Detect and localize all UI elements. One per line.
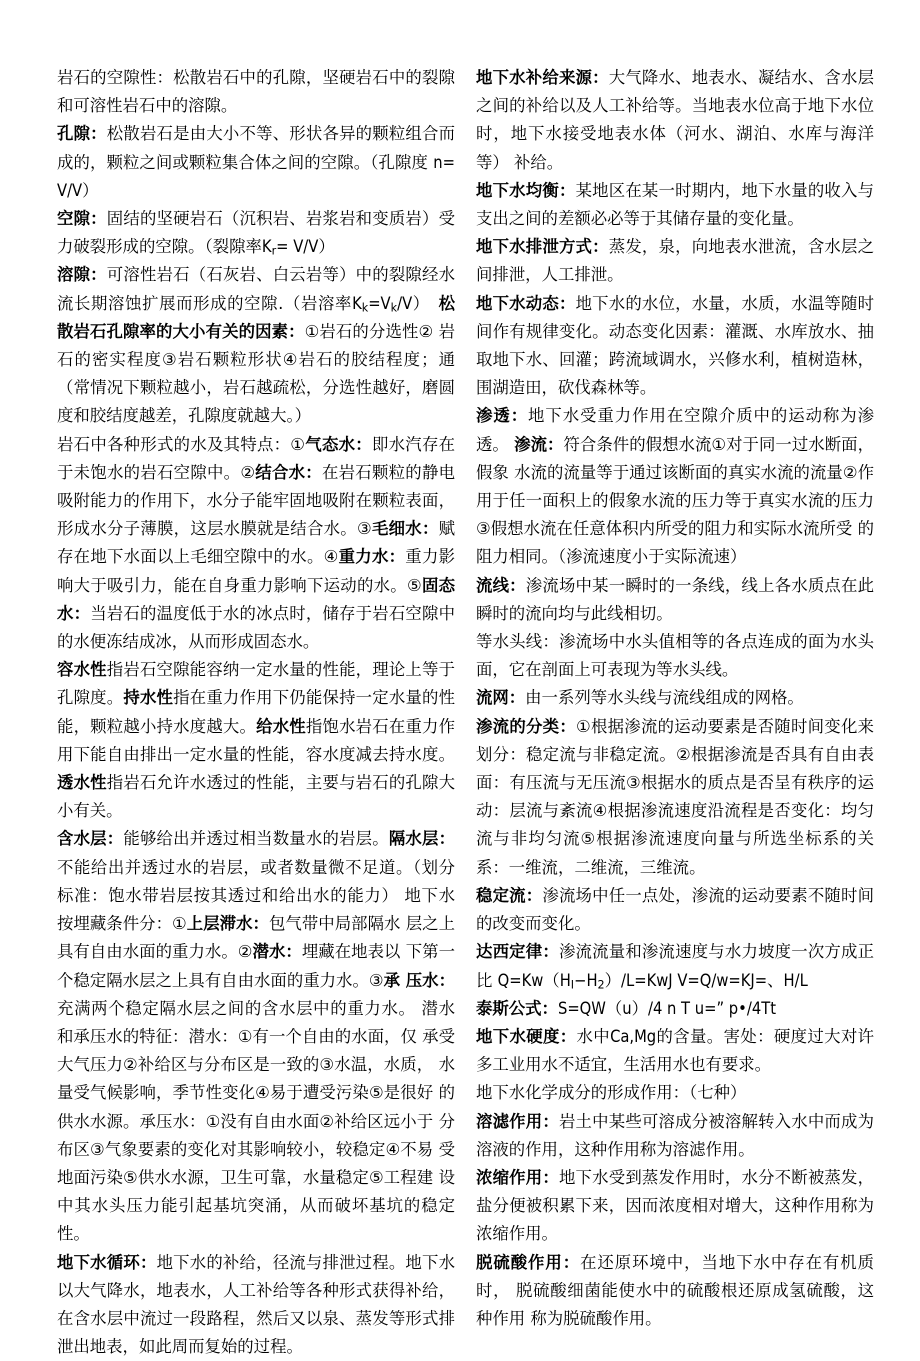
term-label: 气态水：	[305, 434, 372, 454]
term-label: 持水性	[123, 688, 174, 708]
term-label: 脱硫酸作用：	[476, 1252, 581, 1272]
paragraph-water-capacity-properties	[57, 656, 455, 825]
term-label: 重力水：	[338, 547, 406, 567]
term-label: 松散岩石孔隙率的大小有关的因素：	[57, 293, 455, 341]
paragraph-desulfurization-action	[476, 1249, 874, 1334]
body-text: 指在重力作用下仍能保持一定水量的性能，颗粒越小持水度越大。	[57, 688, 456, 736]
body-text: 水中	[576, 1026, 611, 1046]
paragraph-groundwater-balance	[476, 177, 874, 233]
body-text: ”	[716, 998, 725, 1018]
body-text: 在岩石颗粒的静电吸附能力的作用下，水分子能牢固地吸附在颗粒表面，形成水分子薄膜，这层水膜就是结合水。③	[57, 462, 456, 539]
paragraph-darcy-law	[476, 938, 874, 994]
body-text: /4Tt	[746, 998, 776, 1018]
body-text: 渗流场中任一点处，渗流的运动要素不随时间的改变而变化。	[476, 885, 875, 934]
body-text: /V）	[397, 293, 422, 313]
body-text: 符合条件的假想水流①对于同一过水断面，假象 水流的流量等于通过该断面的真实水流的流量②作用于任一面积上的假象水流的压力等于真实水流的压力 ③假想水流在任意体积内所受的阻力和实际水流所受 的阻力相同。（渗流速度小于实际流速）	[476, 434, 874, 567]
term-label: 毛细水：	[371, 519, 439, 539]
term-label: 地下水排泄方式：	[476, 237, 609, 257]
term-label: 透水性	[57, 773, 107, 793]
term-label: 溶隙：	[57, 265, 107, 285]
body-text: Ca,Mg	[610, 1026, 657, 1046]
paragraph-pore	[57, 120, 455, 205]
paragraph-groundwater-hardness	[476, 1023, 874, 1079]
term-label: 地下水补给来源：	[476, 68, 609, 87]
body-text: K	[261, 237, 272, 257]
body-text: k	[361, 301, 369, 315]
paragraph-groundwater-regime	[476, 290, 874, 403]
term-label: 渗透：	[476, 406, 529, 426]
left-column	[57, 64, 455, 1361]
body-text: 在还原环境中，当地下水中存在有机质时， 脱硫酸细菌能使水中的硫酸根还原成氢硫酸，这种作用 称为脱硫酸作用。	[476, 1252, 875, 1328]
paragraph-streamline	[476, 572, 874, 628]
body-text: 等水头线：渗流场中水头值相等的各点连成的面为水头面，它在剖面上可表现为等水头线。	[476, 632, 874, 680]
body-text: I	[570, 977, 575, 991]
term-label: 地下水硬度：	[476, 1026, 577, 1046]
term-label: 地下水均衡：	[476, 180, 576, 200]
body-text: 包气带中局部隔水 层之上具有自由水面的重力水。②	[57, 914, 455, 962]
term-label: 承 压水：	[383, 970, 455, 990]
body-text: 指岩石空隙能容纳一定水量的性能，理论上等于孔隙度。	[57, 660, 456, 708]
body-text: 赋存在地下水面以上毛细空隙中的水。④	[57, 519, 456, 567]
paragraph-seepage-classification	[476, 713, 874, 882]
body-text: Q=Kw（H	[497, 970, 571, 990]
paragraph-seepage	[476, 402, 874, 571]
term-label: 给水性	[256, 716, 306, 736]
paragraph-equipotential-line	[476, 628, 874, 684]
body-text: 蒸发，泉，向地表水泄流，含水层之间排泄，人工排泄。	[476, 237, 874, 285]
body-text: 由一系列等水头线与流线组成的网格。	[525, 688, 804, 708]
body-text: 松散岩石是由大小不等、形状各异的颗粒组合而成的，颗粒之间或颗粒集合体之间的空隙。（孔隙度	[57, 124, 456, 172]
term-label: 达西定律：	[476, 942, 559, 962]
body-text: 可溶性岩石（石灰岩、白云岩等）中的裂隙经水流长期溶蚀扩展而形成的空隙.（岩溶率	[57, 265, 456, 313]
body-text: 2	[597, 977, 605, 991]
body-text: 地下水化学成分的形成作用：（七种）	[476, 1083, 747, 1103]
term-label: 容水性	[57, 660, 107, 680]
paragraph-steady-flow	[476, 882, 874, 938]
body-text: S=QW（u）/4 n T u=	[557, 998, 717, 1018]
body-text: 能够给出并透过相当数量水的岩层。	[123, 829, 389, 849]
paragraph-fissure	[57, 205, 455, 261]
term-label: 渗流的分类：	[476, 716, 576, 736]
term-label: 泰斯公式：	[476, 998, 558, 1018]
body-text: 大气降水、地表水、凝结水、含水层之间的补给以及人工补给等。当地表水位高于地下水位时，地下水接受地表水体（河水、湖泊、水库与海洋等） 补给。	[476, 68, 874, 172]
body-text: k	[390, 301, 398, 315]
paragraph-flow-net	[476, 684, 874, 712]
body-text: =V	[368, 293, 391, 313]
body-text: 岩土中某些可溶成分被溶解转入水中而成为溶液的作用，这种作用称为溶滤作用。	[476, 1111, 875, 1159]
body-text: 埋藏在地表以 下第一个稳定隔水层之上具有自由水面的重力水。③	[57, 942, 455, 990]
paragraph-aquifer-aquiclude	[57, 825, 455, 1248]
body-text: 重力影响大于吸引力，能在自身重力影响下运动的水。⑤	[57, 547, 456, 595]
term-label: 渗流：	[514, 434, 564, 454]
term-label: 含水层：	[57, 829, 124, 849]
paragraph-recharge-sources	[476, 64, 874, 177]
body-text: 固结的坚硬岩石（沉积岩、岩浆岩和变质岩）受力破裂形成的空隙。（裂隙率	[57, 209, 456, 257]
body-text: 当岩石的温度低于水的冰点时，储存于岩石空隙中的水便冻结成冰，从而形成固态水。	[57, 603, 456, 652]
body-text: n=V/V）	[57, 152, 455, 200]
term-label: 空隙：	[57, 209, 107, 229]
body-text: 不能给出并透过水的岩层，或者数量微不足道。（划分标准：饱水带岩层按其透过和给出水的能力） 地下水按埋藏条件分：①	[57, 857, 455, 934]
body-text: 渗流流量和渗流速度与水力坡度一次方成正比	[476, 942, 875, 990]
term-label: 溶滤作用：	[476, 1111, 559, 1131]
body-text: 地下水的水位，水量，水质，水温等随时间作有规律变化。动态变化因素：灌溉、水库放水、抽取地下水、回灌；跨流域调水，兴修水利，植树造林，围湖造田，砍伐森林等。	[476, 293, 875, 398]
two-column-layout	[57, 64, 875, 1361]
term-label: 孔隙：	[57, 124, 107, 144]
paragraph-discharge-modes	[476, 233, 874, 289]
term-label: 稳定流：	[476, 885, 543, 905]
term-label: 流线：	[476, 575, 526, 595]
term-label: 地下水循环：	[57, 1252, 157, 1272]
paragraph-leaching-action	[476, 1108, 874, 1164]
body-text: 地下水受重力作用在空隙介质中的运动称为渗透。	[476, 406, 875, 454]
body-text: 地下水的补给，径流与排泄过程。地下水以大气降水，地表水，人工补给等各种形式获得补给，在含水层中流过一段路程，然后又以泉、蒸发等形式排泄出地表，如此周而复始的过程。	[57, 1252, 456, 1357]
body-text: 指岩石允许水透过的性能，主要与岩石的孔隙大小有关。	[57, 773, 456, 821]
paragraph-chemical-formation	[476, 1079, 874, 1107]
body-text: 某地区在某一时期内，地下水量的收入与支出之间的差额必必等于其储存量的变化量。	[476, 180, 875, 229]
paragraph-concentration-action	[476, 1164, 874, 1249]
body-text: ①岩石的分选性② 岩石的密实程度③岩石颗粒形状④岩石的胶结程度；通 （常情况下颗粒越小，岩石越疏松，分选性越好，磨圆 度和胶结度越差，孔隙度就越大。）	[57, 321, 455, 426]
term-label: 潜水：	[252, 942, 302, 962]
term-label: 固态水：	[57, 575, 455, 623]
paragraph-rock-void-property	[57, 64, 455, 120]
body-text: 充满两个稳定隔水层之间的含水层中的重力水。 潜水和承压水的特征：潜水：①有一个自由的水面，仅 承受大气压力②补给区与分布区是一致的③水温，水质， 水量受气候影响，季节性变化④易于遭受污染⑤是很好 的供水水源。承压水：①没有自由水面②补给区远小于 分布区③气象要素的变化对其影响较小，较稳定④不易 受地面污染⑤供水水源，卫生可靠，水量稳定⑤工程建 设中其水头压力能引起基坑突涌，从而破坏基坑的稳定 性。	[57, 998, 455, 1244]
term-label: 流网：	[476, 688, 526, 708]
paragraph-groundwater-cycle	[57, 1249, 455, 1361]
body-text: K	[352, 293, 362, 313]
term-label: 浓缩作用：	[476, 1167, 559, 1187]
body-text: 渗流场中某一瞬时的一条线，线上各水质点在此瞬时的流向均与此线相切。	[476, 575, 875, 623]
right-column	[476, 64, 874, 1333]
body-text: 即水汽存在于未饱水的岩石空隙中。②	[57, 434, 456, 482]
body-text: = V/V）	[276, 237, 335, 257]
paragraph-water-forms-in-rock	[57, 431, 455, 657]
body-text: 指饱水岩石在重力作用下能自由排出一定水量的性能，容水度减去持水度。	[57, 716, 456, 764]
paragraph-karst-void	[57, 261, 455, 430]
body-text: 地下水受到蒸发作用时，水分不断被蒸发，盐分便被积累下来，因而浓度相对增大，这种作用称为浓缩作用。	[476, 1167, 875, 1244]
term-label: 上层滞水：	[186, 914, 269, 934]
body-text: 岩石的空隙性：松散岩石中的孔隙，坚硬岩石中的裂隙和可溶性岩石中的溶隙。	[57, 68, 455, 116]
body-text: ）/L=KwJ V=Q/w=KJ=、H/L	[604, 970, 808, 990]
term-label: 地下水动态：	[476, 293, 576, 313]
body-text: r	[271, 244, 277, 258]
body-text: ①根据渗流的运动要素是否随时间变化来划分：稳定流与非稳定流。②根据渗流是否具有自由表面：有压流与无压流③根据水的质点是否呈有秩序的运动：层流与紊流④根据渗流速度沿流程是否变化：均匀流与非均匀流⑤根据渗流速度向量与所选坐标系的关 系：一维流，二维流，三维流。	[476, 716, 874, 877]
paragraph-theis-formula	[476, 995, 874, 1023]
body-text: •	[738, 998, 747, 1018]
body-text: −H	[574, 970, 598, 990]
term-label: 隔水层：	[388, 829, 456, 849]
body-text: p	[724, 998, 739, 1018]
term-label: 结合水：	[255, 462, 322, 482]
body-text: 岩石中各种形式的水及其特点：①	[57, 434, 306, 454]
body-text: 的含量。害处：硬度过大对许多工业用水不适宜，生活用水也有要求。	[476, 1026, 875, 1075]
